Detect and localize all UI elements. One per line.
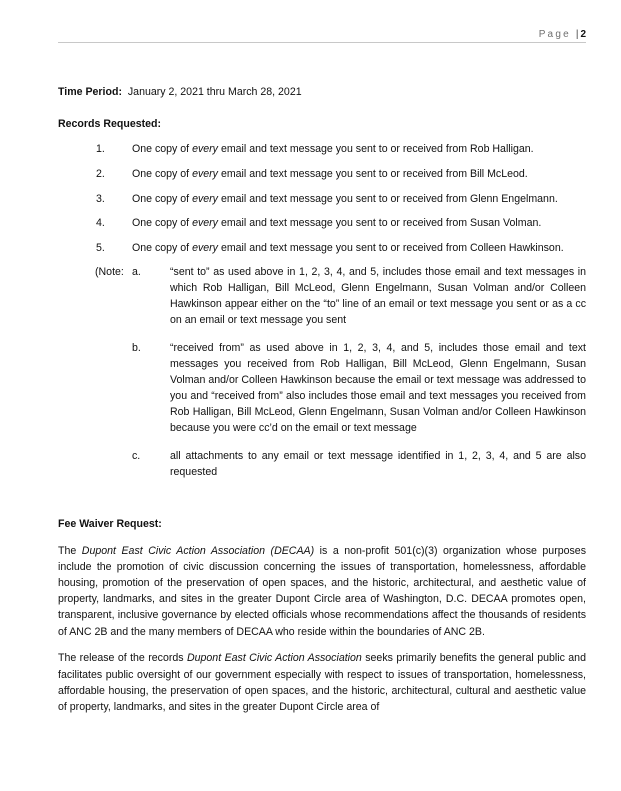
record-item-1: 1. One copy of every email and text message you sent to or received from Rob Halligan. [96, 143, 534, 156]
page-number: 2 [580, 29, 586, 40]
note-letter: c. [132, 450, 141, 463]
note-lead: (Note: [95, 266, 124, 279]
page-number-label [539, 29, 586, 40]
fee-waiver-heading: Fee Waiver Request: [58, 518, 162, 531]
records-notes [58, 264, 586, 480]
page-header [58, 29, 586, 43]
record-item-number: 5. [96, 241, 105, 254]
record-item-number: 3. [96, 192, 105, 205]
page-word: Page [538, 29, 571, 40]
record-item-person: Susan Volman. [470, 217, 542, 230]
record-item-2: 2. One copy of every email and text message you sent to or received from Bill McLeod. [96, 168, 528, 180]
org-name: Dupont East Civic Action Association (DECAA) [81, 544, 315, 557]
note-a [58, 264, 586, 328]
org-name: Dupont East Civic Action Association [186, 652, 362, 665]
record-item-number: 2. [96, 168, 105, 180]
fee-waiver-paragraph-1: The Dupont East Civic Action Association (DECAA) is a non-profit 501(c)(3) organization whose purposes include the promotion of civic discussion concerning the issues of transportation, homelessness, affordable housing, promotion of the preservation of open spaces, and the historic, architectural, and aesthetic value of property, landmarks, and sites in the greater Dupont Circle area of Washington, D.C. DECAA promotes open, transparent, inclusive governance by elected officials whose recommendations affect the thousands of residents of ANC 2B and the many members of DECAA who reside within the boundaries of ANC 2B. [58, 544, 586, 638]
record-item-4: 4. One copy of every email and text message you sent to or received from Susan Volman. [96, 217, 542, 230]
record-item-3: 3. One copy of every email and text message you sent to or received from Glenn Engelmann. [96, 192, 558, 205]
time-period: Time Period: January 2, 2021 thru March 28, 2021 [58, 86, 302, 98]
note-letter: b. [132, 342, 141, 355]
records-list [58, 141, 586, 255]
record-item-number: 4. [96, 217, 105, 230]
note-c [58, 448, 586, 480]
note-b [58, 340, 586, 436]
document-body [58, 84, 586, 724]
note-letter: a. [132, 266, 141, 279]
note-text: all attachments to any email or text message identified in 1, 2, 3, 4, and 5 are also requested [170, 450, 586, 479]
record-item-number: 1. [96, 143, 105, 156]
fee-waiver-paragraph-2: The release of the records Dupont East Civic Action Association seeks primarily benefits the general public and facilitates public oversight of our government especially with respect to issues of transportation, homelessness, affordable housing, the preservation of open spaces, and the historic, architectural, cultural and aesthetic value of property, landmarks, and sites in the greater Dupont Circle area of [58, 652, 586, 713]
record-item-person: Rob Halligan. [470, 143, 534, 156]
note-text: “received from” as used above in 1, 2, 3, 4, and 5, includes those email and text messages you received from Rob Halligan, Bill McLeod, Glenn Engelmann, Susan Volman and/or Colleen Hawkinson because the email or text message was addressed to you and “received from” also includes those email and text messages you received from Rob Halligan, Bill McLeod, Glenn Engelmann, Susan Volman and/or Colleen Hawkinson because you were cc’d on the email or text message [170, 342, 586, 435]
record-item-person: Glenn Engelmann. [470, 192, 558, 205]
record-item-person: Colleen Hawkinson. [470, 241, 564, 254]
records-heading: Records Requested: [58, 118, 162, 131]
record-item-person: Bill McLeod. [470, 168, 528, 180]
note-text: “sent to” as used above in 1, 2, 3, 4, and 5, includes those email and text messages in which Rob Halligan, Bill McLeod, Glenn Engelmann, Susan Volman and/or Colleen Hawkinson appear either on the “to” line of an email or text message you sent or as a cc on an email or text message you sent [170, 266, 586, 327]
page-separator: | [575, 29, 579, 40]
time-period-value: January 2, 2021 thru March 28, 2021 [127, 86, 302, 98]
time-period-label: Time Period [58, 86, 119, 98]
record-item-5: 5. One copy of every email and text message you sent to or received from Colleen Hawkinson. [96, 241, 564, 254]
